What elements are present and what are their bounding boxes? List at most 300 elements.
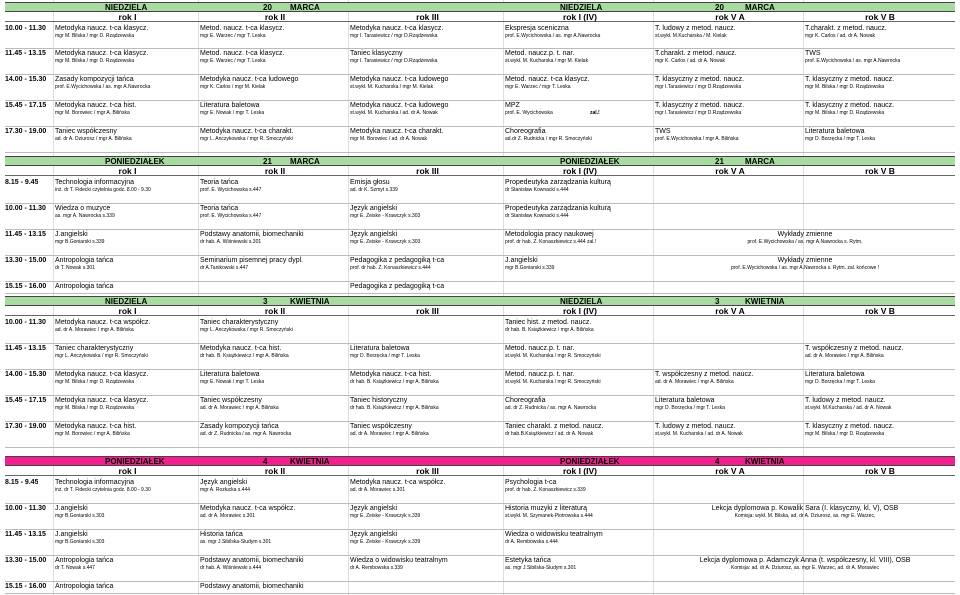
- course-name: Wykłady zmienne: [777, 257, 833, 264]
- course-name: T.charakt. z metod. naucz.: [805, 25, 887, 32]
- course-name: Wiedza o widowisku teatralnym: [505, 531, 603, 538]
- class-cell: [55, 282, 200, 291]
- class-cell: [505, 478, 655, 494]
- row-divider: [5, 447, 955, 448]
- course-name: Zasady kompozycji tańca: [200, 423, 279, 430]
- class-cell: [655, 396, 805, 412]
- day-header: [5, 456, 955, 466]
- course-name: J.angielski: [55, 231, 88, 238]
- time-label: 13.30 - 15.00: [5, 257, 47, 264]
- year-label: rok V B: [865, 12, 895, 22]
- teacher-names: st.wykł. M.Kucharska / M. Kielak: [655, 33, 727, 39]
- teacher-names: mgr D. Borzęcka / mgr T. Leska: [805, 136, 875, 142]
- time-slot-row: [5, 230, 955, 256]
- time-slot-row: [5, 178, 955, 204]
- weekday-label: NIEDZIELA: [560, 3, 603, 12]
- teacher-names: ad. dr Z. Rudnicka / as. mgr A. Nawrocka: [505, 405, 597, 411]
- course-name: Metodyka naucz. t-ca hist.: [55, 423, 137, 430]
- course-name: Historia muzyki z literaturą: [505, 505, 588, 512]
- class-cell: [55, 204, 200, 220]
- year-label: rok III: [416, 466, 439, 476]
- day-header: [5, 296, 955, 306]
- course-name: Antropologia tańca: [55, 557, 114, 564]
- course-name: J.angielski: [55, 505, 88, 512]
- teacher-names: ad.dr Z. Rudnicka / mgr R. Smoczyński: [505, 136, 592, 142]
- class-cell: [505, 127, 655, 143]
- class-cell: [200, 504, 350, 520]
- class-cell: [200, 256, 350, 272]
- time-slot-row: [5, 256, 955, 282]
- course-name: Taniec charakterystyczny: [200, 319, 279, 326]
- teacher-names: dr Stanisław Kownacki s.444: [505, 187, 569, 193]
- course-name: Metodyka naucz. t-ca klasycz.: [55, 50, 149, 57]
- course-name: T. klasyczny z metod. naucz.: [805, 102, 895, 109]
- time-label: 11.45 - 13.15: [5, 345, 46, 352]
- year-label: rok II: [264, 306, 286, 316]
- course-name: Literatura baletowa: [655, 397, 715, 404]
- teacher-names: prof. E.Wycichowska / as. mgr A.Nawrocka s. Rytm.: [747, 239, 863, 245]
- year-label: rok I: [118, 166, 137, 176]
- class-cell: [350, 396, 505, 412]
- row-divider: [5, 593, 955, 594]
- class-cell: [505, 49, 655, 65]
- year-label: rok III: [416, 306, 439, 316]
- weekday-label: NIEDZIELA: [560, 297, 603, 306]
- time-label: 10.00 - 11.30: [5, 205, 46, 212]
- teacher-names: mgr K. Carlos / ad. dr A. Nowak: [805, 33, 876, 39]
- time-slot-row: [5, 396, 955, 422]
- course-name: Literatura baletowa: [350, 345, 410, 352]
- year-label: rok V B: [865, 466, 895, 476]
- class-cell: [200, 556, 350, 572]
- teacher-names: prof. dr hab. Z. Konaszkiewicz s.444: [350, 265, 431, 271]
- class-cell: [200, 101, 350, 117]
- class-cell: [350, 204, 505, 220]
- class-cell: [350, 127, 505, 143]
- time-label: 11.45 - 13.15: [5, 231, 46, 238]
- teacher-names: mgr E. Zeiske - Krawczyk s.339: [350, 539, 421, 545]
- course-name: Wiedza o muzyce: [55, 205, 111, 212]
- day-number: 20: [263, 3, 272, 12]
- teacher-names: inż. dr T. Fidecki czytelnia godz. 8.00 - 9.30: [55, 487, 151, 493]
- teacher-names: mgr I.Tarasiewicz / mgr D.Rządzewska: [655, 110, 742, 116]
- teacher-names: mgr M. Bilska / mgr D. Rządzewska: [55, 379, 135, 385]
- time-label: 17.30 - 19.00: [5, 423, 47, 430]
- course-name: Metodologia pracy naukowej: [505, 231, 594, 238]
- class-cell: [55, 582, 200, 591]
- row-divider: [5, 293, 955, 294]
- teacher-names: as. mgr J.Sibilska-Siudym s.301: [505, 565, 577, 571]
- teacher-names: dr hab.B.Książkiewicz / ad. dr A. Nowak: [505, 431, 594, 437]
- class-cell: [805, 370, 955, 386]
- teacher-names: mgr E. Warzec / mgr T. Leska: [505, 84, 571, 90]
- time-slot-row: [5, 204, 955, 230]
- teacher-names: ad. dr A. Morawiec / mgr A. Bilińska: [655, 379, 734, 385]
- class-cell: [805, 422, 955, 438]
- course-name: Seminarium pisemnej pracy dypl.: [200, 257, 304, 264]
- class-cell: [655, 75, 805, 91]
- course-name: Metod. naucz. t-ca klasycz.: [200, 25, 285, 32]
- weekday-label: PONIEDZIAŁEK: [105, 457, 165, 466]
- course-name: Historia tańca: [200, 531, 243, 538]
- class-cell: [805, 49, 955, 65]
- course-name: T. klasyczny z metod. naucz.: [805, 76, 895, 83]
- month-label: MARCA: [745, 3, 775, 12]
- day-header: [5, 2, 955, 12]
- time-label: 10.00 - 11.30: [5, 319, 46, 326]
- teacher-names: mgr D. Borzęcka / mgr T. Leska: [655, 405, 725, 411]
- teacher-names: ad. dr A. Morawiec / mgr A. Bilińska: [350, 431, 429, 437]
- course-name: Taniec hist. z metod. naucz.: [505, 319, 592, 326]
- class-cell: [655, 556, 955, 572]
- teacher-names: dr Stanisław Kownacki s.444: [505, 213, 569, 219]
- time-label: 13.30 - 15.00: [5, 557, 47, 564]
- course-name: Metodyka naucz. t-ca klasycz.: [55, 25, 149, 32]
- month-label: KWIETNIA: [745, 297, 785, 306]
- time-slot-row: [5, 49, 955, 75]
- teacher-names: mgr D. Borzęcka / mgr T. Leska: [805, 379, 875, 385]
- course-name: Język angielski: [350, 231, 398, 238]
- class-cell: [655, 101, 805, 117]
- teacher-names: prof. E.Wycichowska / as. mgr A.Nawrocka: [55, 84, 151, 90]
- teacher-names: dr hab. A. Wiśniewski s.301: [200, 239, 262, 245]
- teacher-names: Komisja: ad. dr A. Dziurosz, as. mgr E. Warzec, ad. dr A. Morawiec: [731, 565, 879, 571]
- class-cell: [55, 370, 200, 386]
- class-cell: [655, 504, 955, 520]
- class-cell: [55, 101, 200, 117]
- teacher-names: dr T. Nowak s.447: [55, 565, 95, 571]
- class-cell: [200, 230, 350, 246]
- course-name: Psychologia t-ca: [505, 479, 557, 486]
- course-name: Język angielski: [350, 505, 398, 512]
- time-label: 10.00 - 11.30: [5, 505, 46, 512]
- class-cell: [55, 127, 200, 143]
- year-label: rok V B: [865, 306, 895, 316]
- teacher-names: ad. dr A. Morawiec / mgr A. Bilińska: [55, 327, 134, 333]
- teacher-names: mgr L. Anczykowska / mgr R. Smoczyński: [55, 353, 148, 359]
- class-cell: [350, 504, 505, 520]
- course-name: Taniec współczesny: [350, 423, 412, 430]
- teacher-names: dr hab. B. Książkiewicz / mgr A. Bilińska: [350, 405, 439, 411]
- course-name: Podstawy anatomii, biomechaniki: [200, 231, 304, 238]
- year-label: rok I (IV): [562, 166, 597, 176]
- course-name: T. klasyczny z metod. naucz.: [805, 423, 895, 430]
- teacher-names: mgr I. Tarasiewicz / mgr D.Rządzewska: [350, 33, 438, 39]
- class-cell: [655, 49, 805, 65]
- class-cell: [200, 422, 350, 438]
- class-cell: [505, 370, 655, 386]
- class-cell: [200, 318, 350, 334]
- teacher-names: prof. E. Wycichowska: [505, 110, 553, 116]
- time-label: 8.15 - 9.45: [5, 479, 39, 486]
- teacher-names: mgr I. Tarasiewicz / mgr D.Rządzewska: [350, 58, 438, 64]
- teacher-names: st.wykł. M. Kucharska / mgr M. Kielak: [350, 84, 434, 90]
- class-cell: [55, 49, 200, 65]
- class-cell: [655, 422, 805, 438]
- course-name: Taniec charakt. z metod. naucz.: [505, 423, 604, 430]
- teacher-names: inż. dr T. Fidecki czytelnia godz. 8.00 - 9.30: [55, 187, 151, 193]
- year-label: rok I: [118, 12, 137, 22]
- teacher-names: mgr M. Borowiec / ad. dr A. Nowak: [350, 136, 427, 142]
- class-cell: [350, 256, 505, 272]
- class-cell: [350, 530, 505, 546]
- class-cell: [505, 318, 655, 334]
- class-cell: [350, 556, 505, 572]
- day-number: 4: [715, 457, 720, 466]
- teacher-names: dr A. Rembowska s.444: [505, 539, 558, 545]
- teacher-names: mgr K. Carlos / mgr M. Kielak: [200, 84, 266, 90]
- course-name: Metod. naucz. t-ca klasycz.: [200, 50, 285, 57]
- course-name: T. klasyczny z metod. naucz.: [655, 76, 745, 83]
- course-name: Język angielski: [200, 479, 248, 486]
- class-cell: [350, 422, 505, 438]
- month-label: KWIETNIA: [745, 457, 785, 466]
- course-name: Metodyka naucz. t-ca ludowego: [350, 76, 449, 83]
- time-slot-row: [5, 370, 955, 396]
- class-cell: [505, 504, 655, 520]
- teacher-names: dr hab. A. Wiśniewski s.444: [200, 565, 262, 571]
- teacher-names: prof. dr hab. Z. Konaszkiewicz s.444 zal.!: [505, 239, 597, 245]
- course-name: Literatura baletowa: [805, 128, 865, 135]
- teacher-names: ad. dr A. Morawiec / mgr A. Bilińska: [200, 405, 279, 411]
- course-name: Metodyka naucz. t-ca charakt.: [350, 128, 444, 135]
- class-cell: [200, 478, 350, 494]
- year-label: rok V A: [715, 306, 745, 316]
- class-cell: [350, 75, 505, 91]
- course-name: J.angielski: [505, 257, 538, 264]
- teacher-names: mgr M. Bilska / mgr D. Rządzewska: [805, 110, 885, 116]
- course-name: Teoria tańca: [200, 205, 239, 212]
- course-name: T. współczesny z metod. naucz.: [655, 371, 754, 378]
- class-cell: [350, 24, 505, 40]
- teacher-names: mgr M. Borowiec / mgr A. Bilińska: [55, 110, 130, 116]
- course-name: T. ludowy z metod. naucz.: [655, 25, 736, 32]
- teacher-names: ad. dr A. Morawiec / mgr A. Bilińska: [805, 353, 884, 359]
- class-cell: [350, 178, 505, 194]
- year-label: rok V A: [715, 466, 745, 476]
- course-name: Choreografia: [505, 397, 546, 404]
- course-name: Antropologia tańca: [55, 257, 114, 264]
- teacher-names: Komisja: wykł. M. Bilska, ad. dr A. Dziurosz, as. mgr E. Warzec,: [734, 513, 876, 519]
- course-name: Literatura baletowa: [200, 102, 260, 109]
- year-label: rok V B: [865, 166, 895, 176]
- teacher-names: dr A.Tanikowski s.447: [200, 265, 249, 271]
- course-name: Metodyka naucz. t-ca klasycz.: [350, 25, 444, 32]
- class-cell: [350, 478, 505, 494]
- month-label: MARCA: [290, 157, 320, 166]
- course-name: Antropologia tańca: [55, 583, 114, 590]
- class-cell: [505, 530, 655, 546]
- course-name: TWS: [805, 50, 821, 57]
- year-label: rok I: [118, 306, 137, 316]
- year-header-row: [5, 306, 955, 316]
- class-cell: [350, 230, 505, 246]
- class-cell: [55, 24, 200, 40]
- year-label: rok I: [118, 466, 137, 476]
- teacher-names: mgr L. Anczykowska / mgr R. Smoczyński: [200, 136, 293, 142]
- course-name: Język angielski: [350, 205, 398, 212]
- course-name: Literatura baletowa: [805, 371, 865, 378]
- course-name: Pedagogika z pedagogiką t-ca: [350, 283, 445, 290]
- teacher-names: dr hab. B. Książkiewicz / mgr A. Bilińska: [200, 353, 289, 359]
- teacher-names: st.wykł. M. Kucharska / mgr R. Smoczyński: [505, 353, 601, 359]
- course-name: Technologia informacyjna: [55, 479, 134, 486]
- time-slot-row: [5, 556, 955, 582]
- class-cell: [55, 75, 200, 91]
- class-cell: [505, 556, 655, 572]
- teacher-names: ad. dr Z. Rudnicka / as. mgr A. Nawrocka: [200, 431, 292, 437]
- course-name: Taniec współczesny: [55, 128, 117, 135]
- class-cell: [55, 178, 200, 194]
- year-label: rok I (IV): [562, 466, 597, 476]
- time-label: 14.00 - 15.30: [5, 371, 47, 378]
- course-name: Metod. naucz.p. t. nar.: [505, 371, 575, 378]
- class-cell: [805, 75, 955, 91]
- class-cell: [55, 318, 200, 334]
- course-name: T. ludowy z metod. naucz.: [805, 397, 886, 404]
- class-cell: [505, 396, 655, 412]
- teacher-names: st.wykł. M. Kucharska / mgr R. Smoczyński: [505, 379, 601, 385]
- class-cell: [55, 344, 200, 360]
- course-name: Estetyka tańca: [505, 557, 551, 564]
- teacher-names: mgr A. Rozłucka s.444: [200, 487, 251, 493]
- teacher-names: mgr E. Zeiske - Krawczyk s.303: [350, 213, 421, 219]
- course-name: Metod. naucz.p. t. nar.: [505, 345, 575, 352]
- time-slot-row: [5, 422, 955, 448]
- teacher-names: dr hab. B. Książkiewicz / mgr A. Bilińska: [350, 379, 439, 385]
- course-name: Technologia informacyjna: [55, 179, 134, 186]
- teacher-names: mgr E. Nowak / mgr T. Leska: [200, 110, 265, 116]
- year-label: rok II: [264, 12, 286, 22]
- course-name: Taniec charakterystyczny: [55, 345, 134, 352]
- class-cell: [200, 178, 350, 194]
- class-cell: [655, 127, 805, 143]
- course-name: Propedeutyka zarządzania kulturą: [505, 179, 611, 186]
- pass-note: zal.!: [590, 110, 600, 116]
- time-slot-row: [5, 318, 955, 344]
- day-number: 20: [715, 3, 724, 12]
- teacher-names: prof. E.Wycichowska / as. mgr A.Nawrocka: [805, 58, 901, 64]
- course-name: Metodyka naucz. t-ca współcz.: [55, 319, 151, 326]
- class-cell: [55, 504, 200, 520]
- teacher-names: ad. dr A. Morawiec s.301: [350, 487, 406, 493]
- teacher-names: prof. dr hab. Z. Konaszkiewicz s.339: [505, 487, 586, 493]
- year-label: rok I (IV): [562, 12, 597, 22]
- class-cell: [505, 75, 655, 91]
- class-cell: [200, 582, 350, 591]
- time-slot-row: [5, 478, 955, 504]
- year-label: rok V A: [715, 12, 745, 22]
- teacher-names: st.wykł. M. Kucharska / ad. dr A. Nowak: [350, 110, 438, 116]
- day-number: 3: [263, 297, 268, 306]
- time-label: 11.45 - 13.15: [5, 50, 46, 57]
- teacher-names: mgr L. Anczykowska / mgr R. Smoczyński: [200, 327, 293, 333]
- year-label: rok I (IV): [562, 306, 597, 316]
- class-cell: [805, 101, 955, 117]
- class-cell: [805, 127, 955, 143]
- course-name: Metodyka naucz. t-ca hist.: [350, 371, 432, 378]
- class-cell: [200, 396, 350, 412]
- time-label: 15.15 - 16.00: [5, 583, 47, 590]
- class-cell: [55, 422, 200, 438]
- teacher-names: ad. dr A. Morawiec s.301: [200, 513, 256, 519]
- day-number: 21: [263, 157, 272, 166]
- class-cell: [505, 24, 655, 40]
- course-name: T. współczesny z metod. naucz.: [805, 345, 904, 352]
- course-name: Pedagogika z pedagogiką t-ca: [350, 257, 445, 264]
- teacher-names: st.wykł. M. Kucharska / ad. dr A. Nowak: [655, 431, 743, 437]
- class-cell: [200, 49, 350, 65]
- course-name: Choreografia: [505, 128, 546, 135]
- course-name: T. klasyczny z metod. naucz.: [655, 102, 745, 109]
- course-name: Wykłady zmienne: [777, 231, 833, 238]
- course-name: Metodyka naucz. t-ca ludowego: [200, 76, 299, 83]
- class-cell: [200, 530, 350, 546]
- day-number: 21: [715, 157, 724, 166]
- teacher-names: ad. dr A. Dziurosz / mgr A. Bilińska: [55, 136, 132, 142]
- course-name: Literatura baletowa: [200, 371, 260, 378]
- teacher-names: mgr I.Tarasiewicz / mgr D.Rządzewska: [655, 84, 742, 90]
- time-slot-row: [5, 127, 955, 153]
- teacher-names: dr hab. B. Książkiewicz / mgr A. Bilińska: [505, 327, 594, 333]
- class-cell: [200, 204, 350, 220]
- course-name: Metodyka naucz. t-ca charakt.: [200, 128, 294, 135]
- teacher-names: mgr M. Bilska / mgr D. Rządzewska: [55, 58, 135, 64]
- class-cell: [805, 396, 955, 412]
- time-slot-row: [5, 530, 955, 556]
- course-name: Teoria tańca: [200, 179, 239, 186]
- course-name: Metodyka naucz. t-ca współcz.: [200, 505, 296, 512]
- course-name: Język angielski: [350, 531, 398, 538]
- class-cell: [55, 396, 200, 412]
- course-name: Podstawy anatomii, biomechaniki: [200, 557, 304, 564]
- course-name: Lekcja dyplomowa p. Kowalik Sara (I. klasyczny, kl. V), OSB: [711, 505, 899, 512]
- teacher-names: mgr M. Bilska / mgr D. Rządzewska: [55, 33, 135, 39]
- year-label: rok III: [416, 166, 439, 176]
- year-label: rok III: [416, 12, 439, 22]
- class-cell: [655, 24, 805, 40]
- teacher-names: mgr M. Borowiec / mgr A. Bilińska: [55, 431, 130, 437]
- course-name: Propedeutyka zarządzania kulturą: [505, 205, 611, 212]
- class-cell: [55, 230, 200, 246]
- course-name: Zasady kompozycji tańca: [55, 76, 134, 83]
- weekday-label: PONIEDZIAŁEK: [560, 157, 620, 166]
- teacher-names: prof. E.Wycichowska / as. mgr A.Nawrocka: [505, 33, 601, 39]
- teacher-names: mgr E. Zeiske - Krawczyk s.339: [350, 513, 421, 519]
- class-cell: [200, 344, 350, 360]
- month-label: KWIETNIA: [290, 297, 330, 306]
- month-label: MARCA: [745, 157, 775, 166]
- class-cell: [200, 370, 350, 386]
- course-name: Wiedza o widowisku teatralnym: [350, 557, 448, 564]
- weekday-label: NIEDZIELA: [105, 297, 148, 306]
- class-cell: [505, 256, 655, 272]
- teacher-names: prof. E. Wycichowska s.447: [200, 187, 262, 193]
- class-cell: [505, 344, 655, 360]
- time-label: 10.00 - 11.30: [5, 25, 46, 32]
- class-cell: [655, 256, 955, 272]
- teacher-names: mgr B.Goniarski s.339: [55, 239, 105, 245]
- time-label: 8.15 - 9.45: [5, 179, 39, 186]
- teacher-names: mgr B.Goniarski s.303: [55, 539, 105, 545]
- teacher-names: dr A. Rembowska s.339: [350, 565, 403, 571]
- course-name: J.angielski: [55, 531, 88, 538]
- teacher-names: mgr M. Bilska / mgr D. Rządzewska: [55, 405, 135, 411]
- time-slot-row: [5, 75, 955, 101]
- year-header-row: [5, 166, 955, 176]
- class-cell: [505, 422, 655, 438]
- year-label: rok II: [264, 466, 286, 476]
